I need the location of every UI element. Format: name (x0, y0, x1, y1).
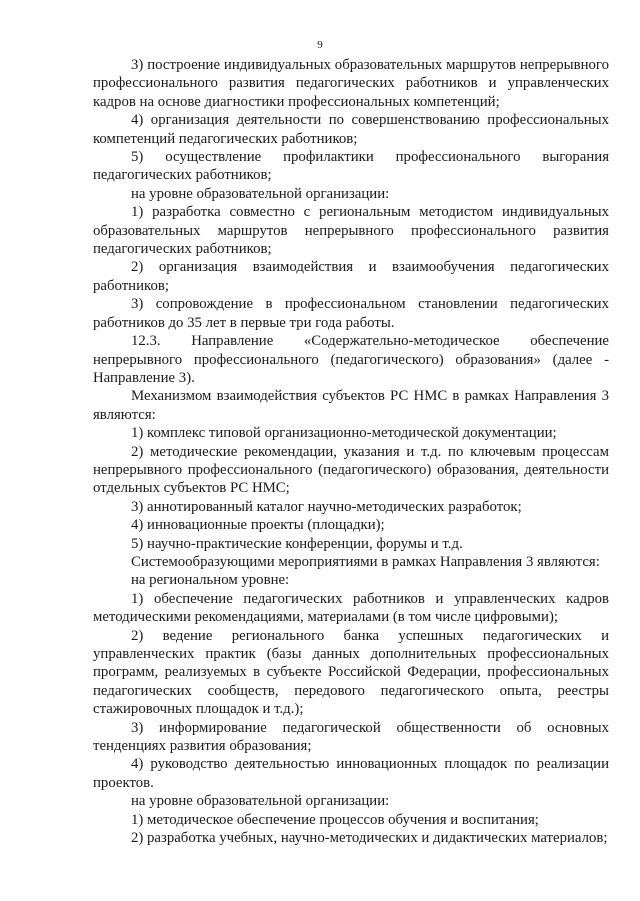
paragraph-org2-item2: 2) разработка учебных, научно-методических и дидактических материалов; (131, 830, 608, 847)
paragraph-org-level-heading-2: на уровне образовательной организации: (131, 793, 390, 810)
paragraph-mechanism-item5: 5) научно-практические конференции, форумы и т.д. (131, 535, 463, 552)
paragraph-org-item2: 2) организация взаимодействия и взаимообучения педагогических работников; (93, 259, 609, 294)
paragraph-events-intro: Системообразующими мероприятиями в рамках Направления 3 являются: (131, 553, 600, 570)
document-body (93, 56, 609, 847)
page-number: 9 (317, 39, 323, 51)
paragraph-regional-item4: 4) руководство деятельностью инновационных площадок по реализации проектов. (93, 756, 609, 791)
paragraph-mechanism-item3: 3) аннотированный каталог научно-методических разработок; (131, 498, 522, 515)
paragraph-org-item1: 1) разработка совместно с региональным методистом индивидуальных образовательных маршрутов непрерывного профессионального развития педагогических работников; (93, 204, 609, 258)
paragraph-direction2-item4: 4) организация деятельности по совершенствованию профессиональных компетенций педагогических работников; (93, 112, 609, 147)
paragraph-direction2-item3: 3) построение индивидуальных образовательных маршрутов непрерывного профессионального развития педагогических работников и управленческих кадров на основе диагностики профессиональных компетенций; (93, 57, 609, 110)
paragraph-direction2-item5: 5) осуществление профилактики профессионального выгорания педагогических работников; (93, 149, 609, 184)
paragraph-org-item3: 3) сопровождение в профессиональном становлении педагогических работников до 35 лет в первые три года работы. (93, 296, 609, 331)
paragraph-mechanism-item2: 2) методические рекомендации, указания и т.д. по ключевым процессам непрерывного профессионального (педагогического) образования, деятельности отдельных субъектов РС НМС; (93, 443, 609, 497)
paragraph-mechanism-intro: Механизмом взаимодействия субъектов РС НМС в рамках Направления 3 являются: (93, 388, 609, 423)
paragraph-mechanism-item1: 1) комплекс типовой организационно-методической документации; (131, 425, 557, 442)
paragraph-regional-item2: 2) ведение регионального банка успешных педагогических и управленческих практик (базы данных дополнительных профессиональных программ, реализуемых в субъекте Российской Федерации, профессиональных педагогических сообществ, передового педагогического опыта, реестры стажировочных площадок и т.д.); (93, 627, 609, 718)
paragraph-regional-item1: 1) обеспечение педагогических работников и управленческих кадров методическими рекомендациями, материалами (в том числе цифровыми); (93, 590, 609, 626)
paragraph-section-12-3: 12.3. Направление «Содержательно-методическое обеспечение непрерывного профессионального (педагогического) образования» (далее - Направление 3). (93, 333, 609, 386)
paragraph-regional-item3: 3) информирование педагогической общественности об основных тенденциях развития образования; (93, 719, 609, 755)
paragraph-regional-level-heading: на региональном уровне: (131, 572, 290, 589)
paragraph-org2-item1: 1) методическое обеспечение процессов обучения и воспитания; (131, 811, 539, 828)
paragraph-mechanism-item4: 4) инновационные проекты (площадки); (131, 517, 385, 534)
paragraph-org-level-heading: на уровне образовательной организации: (131, 185, 390, 202)
